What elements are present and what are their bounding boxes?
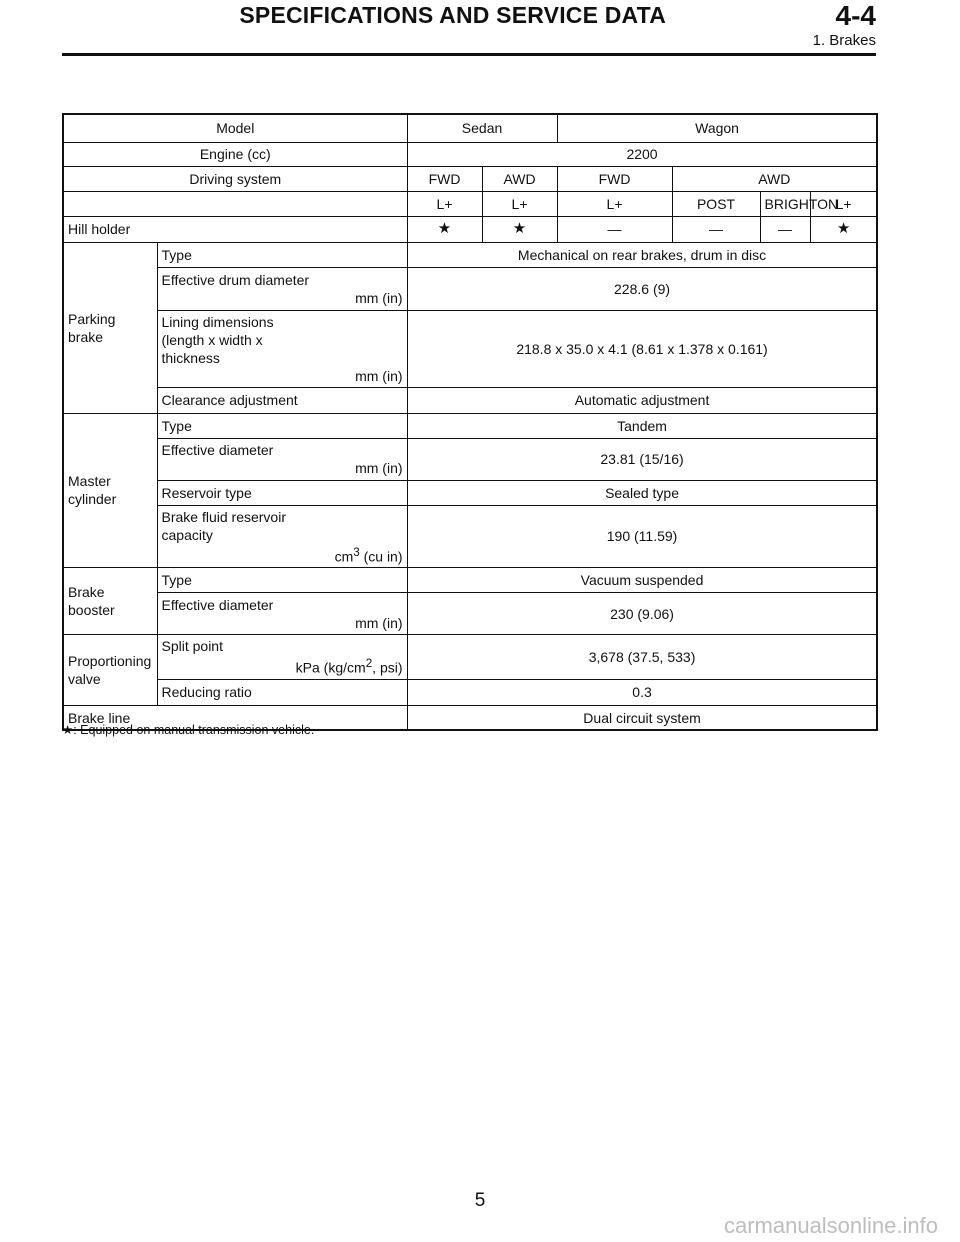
grade-cell: L+ (407, 191, 482, 216)
table-row-booster-diameter (63, 593, 877, 635)
master-reservoir-label: Reservoir type (157, 480, 407, 505)
parking-drum-value: 228.6 (9) (407, 267, 877, 310)
master-diameter-value: 23.81 (15/16) (407, 438, 877, 480)
grade-cell: BRIGHTON (760, 191, 810, 216)
parking-clearance-label: Clearance adjustment (157, 387, 407, 413)
booster-diameter-unit: mm (in) (355, 614, 403, 631)
parking-drum-label-cell (157, 267, 407, 310)
parking-type-value: Mechanical on rear brakes, drum in disc (407, 242, 877, 267)
table-row-driving (63, 166, 877, 191)
table-row-model (63, 114, 877, 142)
master-cylinder-group: Master cylinder (63, 413, 157, 568)
footnote: ★: Equipped on manual transmission vehicle. (62, 723, 315, 737)
parking-lining-label: Lining dimensions (length x width x thickness (161, 313, 274, 366)
parking-brake-group: Parking brake (63, 242, 157, 413)
booster-diameter-label: Effective diameter (161, 596, 274, 613)
split-unit-b: , psi) (372, 659, 403, 676)
proportioning-valve-group: Proportioning valve (63, 635, 157, 706)
drive-wagon-awd: AWD (672, 166, 877, 191)
grade-cell: L+ (557, 191, 672, 216)
master-diameter-label: Effective diameter (161, 442, 274, 458)
reducing-ratio-value: 0.3 (407, 679, 877, 705)
table-row-master-reservoir (63, 480, 877, 505)
booster-diameter-value: 230 (9.06) (407, 593, 877, 635)
drive-sedan-fwd: FWD (407, 166, 482, 191)
brake-spec-table (62, 113, 878, 731)
master-capacity-label: Brake fluid reservoir capacity (161, 508, 286, 543)
table-row-engine (63, 142, 877, 166)
engine-label: Engine (cc) (63, 142, 407, 166)
table-row-reducing-ratio (63, 679, 877, 705)
table-row-grades (63, 191, 877, 216)
model-wagon: Wagon (557, 114, 877, 142)
table-row-master-diameter (63, 438, 877, 480)
watermark: carmanualsonline.info (723, 1213, 938, 1238)
drive-sedan-awd: AWD (482, 166, 557, 191)
section-number: 4-4 (835, 0, 876, 31)
master-type-value: Tandem (407, 413, 877, 438)
booster-type-value: Vacuum suspended (407, 568, 877, 593)
parking-clearance-value: Automatic adjustment (407, 387, 877, 413)
section-subtitle: 1. Brakes (812, 32, 876, 49)
parking-type-label: Type (157, 242, 407, 267)
parking-lining-value: 218.8 x 35.0 x 4.1 (8.61 x 1.378 x 0.161) (407, 310, 877, 387)
table-row-parking-type (63, 242, 877, 267)
master-type-label: Type (157, 413, 407, 438)
table-row-booster-type (63, 568, 877, 593)
split-unit-sup: 2 (365, 657, 373, 671)
hill-holder-cell: ★ (482, 216, 557, 242)
model-sedan: Sedan (407, 114, 557, 142)
page-number: 5 (474, 1190, 486, 1211)
grade-cell: L+ (810, 191, 877, 216)
split-point-unit (162, 655, 403, 677)
split-point-label-cell (157, 635, 407, 680)
split-point-value: 3,678 (37.5, 533) (407, 635, 877, 680)
split-point-label: Split point (161, 638, 223, 655)
parking-lining-unit: mm (in) (355, 367, 403, 384)
capacity-unit-b: (cu in) (359, 548, 403, 565)
brake-line-value: Dual circuit system (407, 705, 877, 730)
master-diameter-unit: mm (in) (355, 460, 403, 476)
hill-holder-cell: — (557, 216, 672, 242)
table-row-parking-lining (63, 310, 877, 387)
table-row-hill-holder (63, 216, 877, 242)
header-rule (62, 53, 876, 56)
hill-holder-label: Hill holder (63, 216, 407, 242)
hill-holder-cell: ★ (810, 216, 877, 242)
table-row-parking-clearance (63, 387, 877, 413)
parking-lining-label-cell (157, 310, 407, 387)
master-capacity-unit (162, 544, 403, 566)
hill-holder-cell: — (672, 216, 760, 242)
driving-label: Driving system (63, 166, 407, 191)
capacity-unit-sup: 3 (353, 545, 360, 559)
master-capacity-label-cell (157, 505, 407, 568)
hill-holder-cell: ★ (407, 216, 482, 242)
grade-cell: L+ (482, 191, 557, 216)
header-title: SPECIFICATIONS AND SERVICE DATA (239, 2, 666, 28)
master-reservoir-value: Sealed type (407, 480, 877, 505)
table-row-master-type (63, 413, 877, 438)
brake-booster-group: Brake booster (63, 568, 157, 635)
page-header (62, 0, 876, 56)
booster-diameter-label-cell (157, 593, 407, 635)
table-row-parking-drum (63, 267, 877, 310)
engine-value: 2200 (407, 142, 877, 166)
master-diameter-label-cell (157, 438, 407, 480)
grade-label-empty (63, 191, 407, 216)
reducing-ratio-label: Reducing ratio (157, 679, 407, 705)
parking-drum-label: Effective drum diameter (161, 271, 310, 288)
drive-wagon-fwd: FWD (557, 166, 672, 191)
table-row-proportioning-split (63, 635, 877, 680)
booster-type-label: Type (157, 568, 407, 593)
master-capacity-value: 190 (11.59) (407, 505, 877, 568)
hill-holder-cell: — (760, 216, 810, 242)
split-unit-a: kPa (kg/cm (295, 659, 366, 676)
grade-cell: POST (672, 191, 760, 216)
capacity-unit-a: cm (334, 548, 354, 565)
parking-drum-unit: mm (in) (355, 289, 403, 306)
brake-line-label: Brake line (63, 705, 407, 730)
model-label: Model (63, 114, 407, 142)
table-row-master-capacity (63, 505, 877, 568)
